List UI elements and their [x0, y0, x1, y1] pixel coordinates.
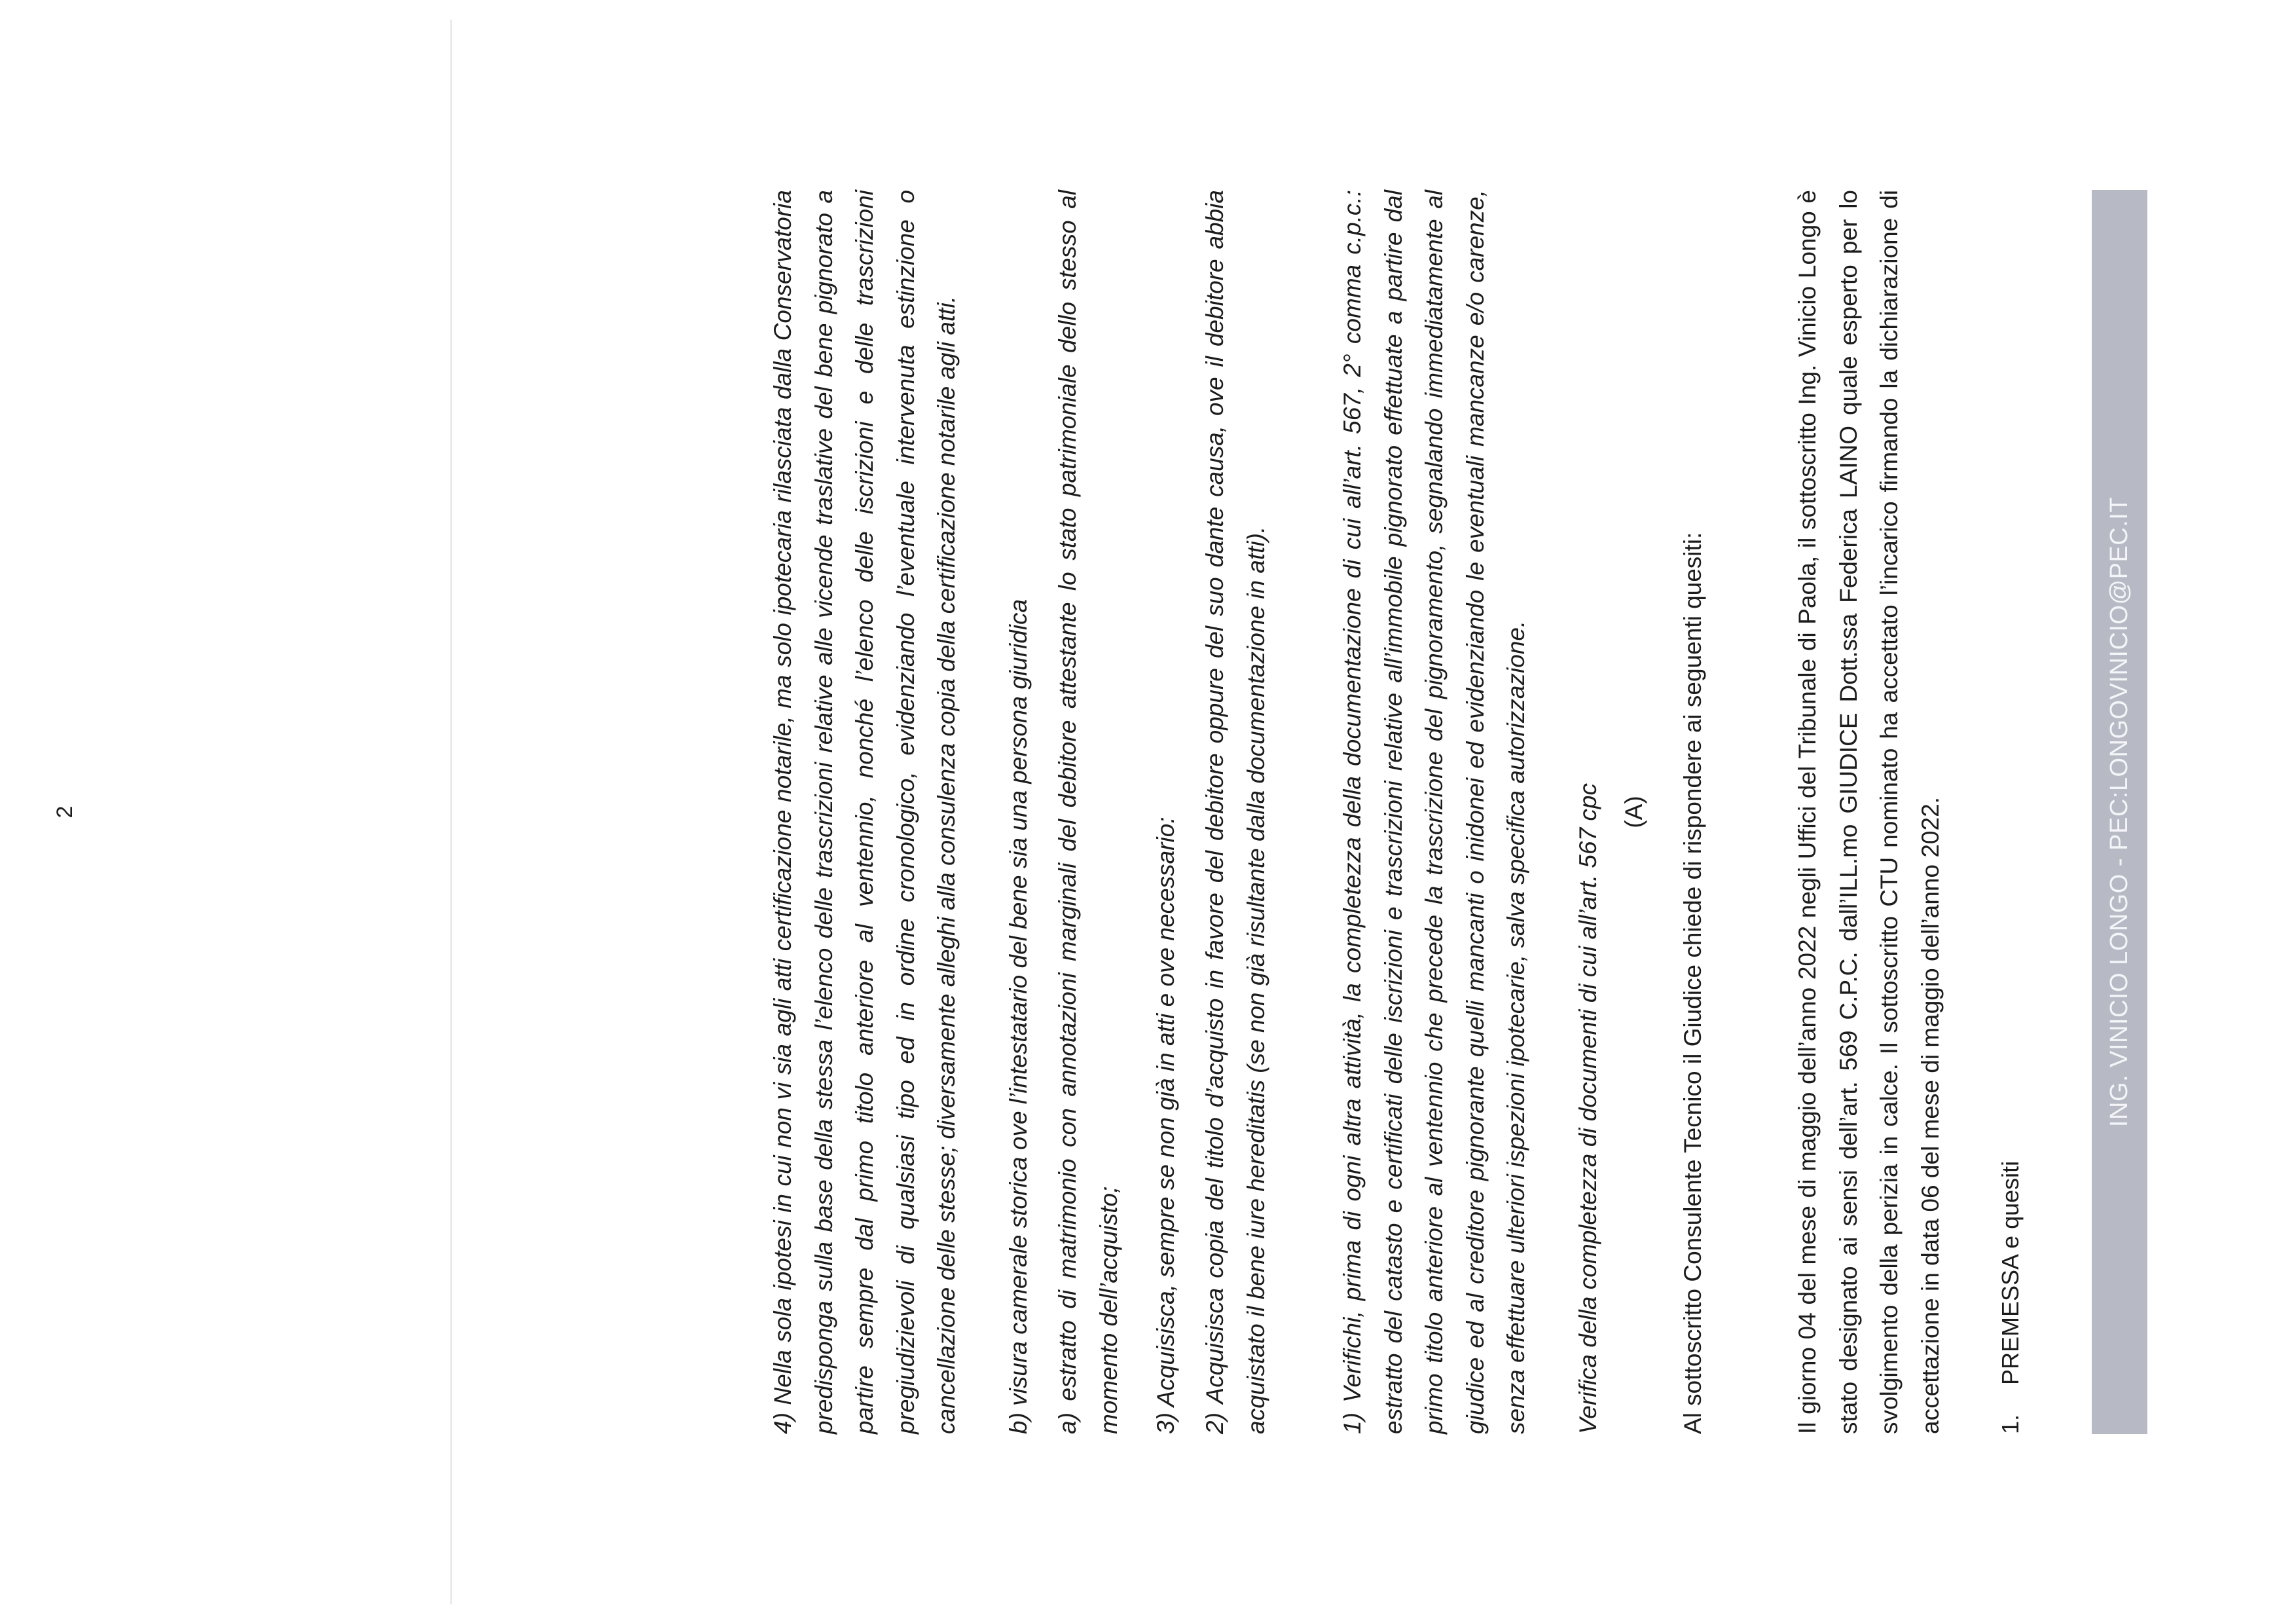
quesiti-intro-paragraph: Al sottoscritto Consulente Tecnico il Giudice chiede di rispondere ai seguenti quesiti: — [1679, 532, 1706, 1434]
question-3b: b) visura camerale storica ove l’intestatario del bene sia una persona giuridica — [1005, 599, 1032, 1434]
verifica-title: Verifica della completezza di documenti di cui all’art. 567 cpc — [1575, 783, 1601, 1434]
section-a-label: (A) — [1620, 796, 1647, 828]
intro-paragraph: Il giorno 04 del mese di maggio dell’anno 2022 negli Uffici del Tribunale di Paola, il sottoscritto Ing. Vinicio Longo è stato designato ai sensi dell’art. 569 C.P.C. dall’ILL.mo GIUDICE Dott.ssa Federica LAINO quale esperto per lo svolgimento della perizia in calce. Il sottoscritto CTU nominato ha accettato l’incarico firmando la dichiarazione di accettazione in data 06 del mese di maggio dell’anno 2022. — [1794, 190, 1944, 1434]
section-title: PREMESSA e quesiti — [1997, 1160, 2024, 1385]
section-number: 1. — [1997, 1414, 2024, 1434]
question-1: 1) Verifichi, prima di ogni altra attività, la completezza della documentazione di cui all’art. 567, 2° comma c.p.c.: estratto del catasto e certificati delle iscrizioni e trascrizioni relative all’immobile pignorato effettuate a partire dal primo titolo anteriore al ventennio che precede la trascrizione del pignoramento, segnalando immediatamente al giudice ed al creditore pignorante quelli mancanti o inidonei ed evidenziando le eventuali mancanze e/o carenze, senza effettuare ulteriori ispezioni ipotecarie, salva specifica autorizzazione. — [1339, 190, 1529, 1434]
question-4: 4) Nella sola ipotesi in cui non vi sia agli atti certificazione notarile, ma solo ipotecaria rilasciata dalla Conservatoria predisponga sulla base della stessa l’elenco delle trascrizioni relative alle vicende traslative del bene pignorato a partire sempre dal primo titolo anteriore al ventennio, nonché l’elenco delle iscrizioni e delle trascrizioni pregiudizievoli di qualsiasi tipo ed in ordine cronologico, evidenziando l’eventuale intervenuta estinzione o cancellazione delle stesse; diversamente alleghi alla consulenza copia della certificazione notarile agli atti. — [769, 190, 960, 1434]
section-heading — [1997, 1161, 2024, 1434]
question-3a: a) estratto di matrimonio con annotazioni marginali del debitore attestante lo stato patrimoniale dello stesso al momento dell’acquisto; — [1054, 190, 1122, 1434]
header-banner: ING. VINICIO LONGO - PEC:LONGOVINICIO@PEC.IT — [2092, 190, 2147, 1434]
question-2: 2) Acquisisca copia del titolo d’acquisto in favore del debitore oppure del suo dante causa, ove il debitore abbia acquistato il bene iure hereditatis (se non già risultante dalla documentazione in atti). — [1201, 190, 1269, 1434]
question-3: 3) Acquisisca, sempre se non già in atti e ove necessario: — [1152, 817, 1179, 1434]
page-number: 2 — [52, 805, 77, 819]
